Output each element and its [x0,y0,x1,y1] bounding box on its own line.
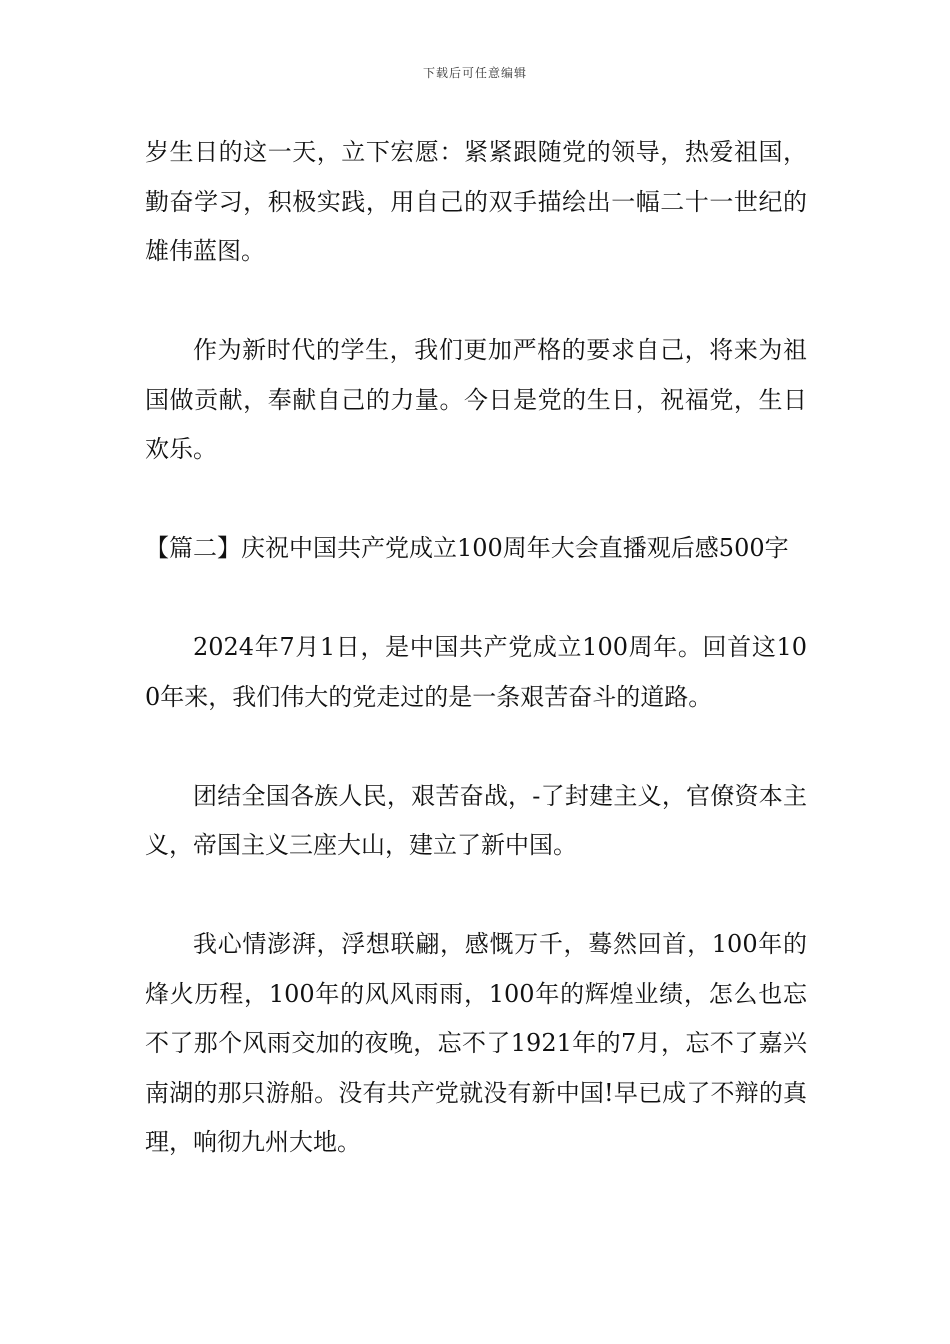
paragraph-2: 作为新时代的学生，我们更加严格的要求自己，将来为祖国做贡献，奉献自己的力量。今日是党的生日，祝福党，生日欢乐。 [145,336,807,463]
paragraph-4: 团结全国各族人民，艰苦奋战，-了封建主义，官僚资本主义，帝国主义三座大山，建立了新中国。 [145,781,807,859]
paragraph-1: 岁生日的这一天，立下宏愿：紧紧跟随党的领导，热爱祖国，勤奋学习，积极实践，用自己的双手描绘出一幅二十一世纪的雄伟蓝图。 [145,138,807,265]
section-title: 【篇二】庆祝中国共产党成立100周年大会直播观后感500字 [145,534,789,562]
page-header-note: 下载后可任意编辑 [422,66,527,80]
paragraph-5: 我心情澎湃，浮想联翩，感慨万千，蓦然回首，100年的烽火历程，100年的风风雨雨，100年的辉煌业绩，怎么也忘不了那个风雨交加的夜晚，忘不了1921年的7月，忘不了嘉兴南湖的那只游船。没有共产党就没有新中国!早已成了不辩的真理，响彻九州大地。 [145,930,807,1156]
document-body [145,128,807,1168]
paragraph-3: 2024年7月1日，是中国共产党成立100周年。回首这100年来，我们伟大的党走过的是一条艰苦奋斗的道路。 [145,633,807,711]
